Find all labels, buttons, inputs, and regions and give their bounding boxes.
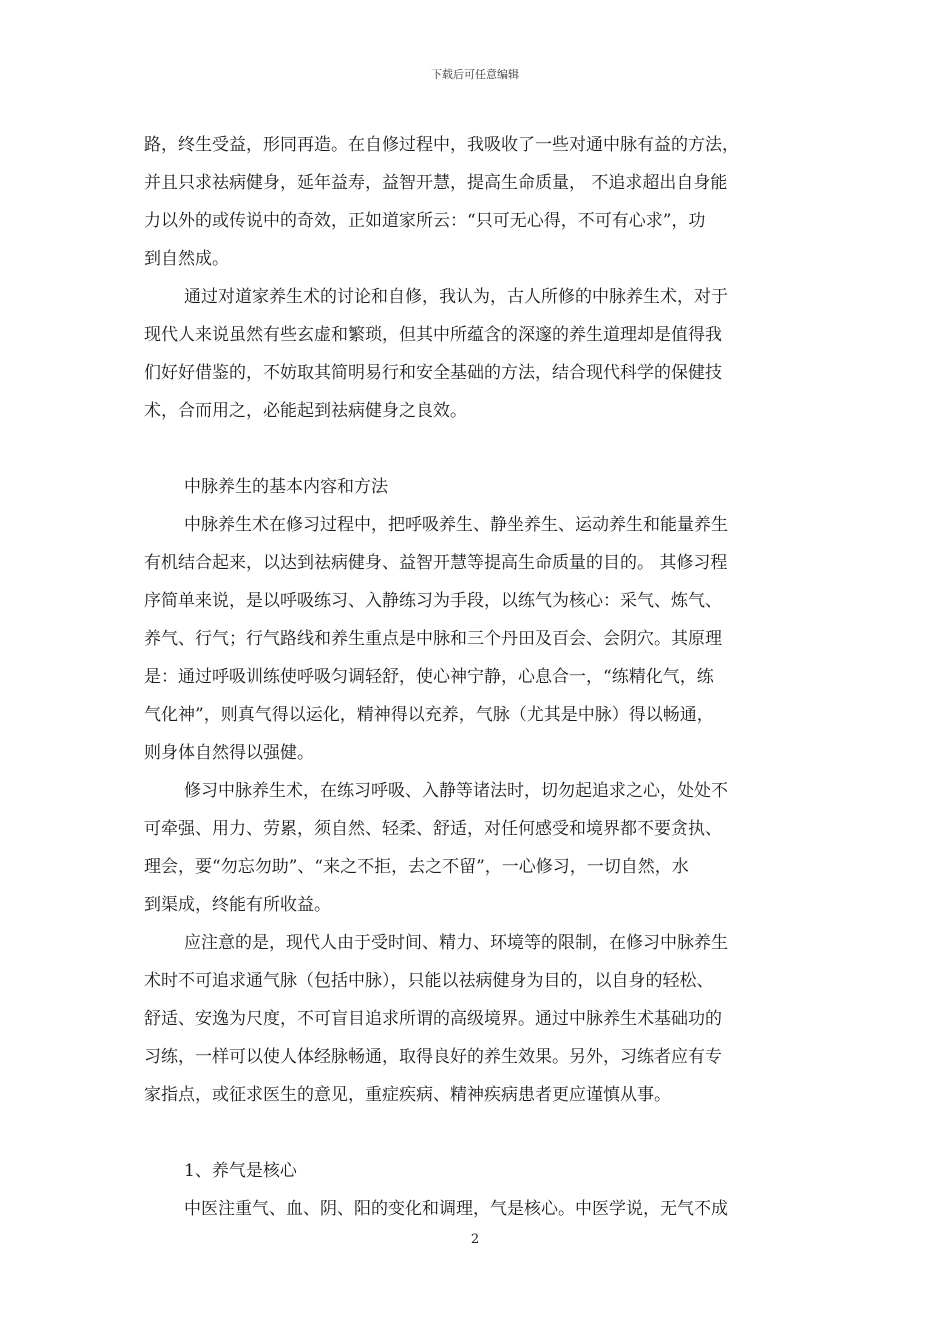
- body-text-line: 是：通过呼吸训练使呼吸匀调轻舒，使心神宁静，心息合一，“练精化气，练: [144, 667, 714, 687]
- body-text-line: 有机结合起来，以达到祛病健身、益智开慧等提高生命质量的目的。 其修习程: [144, 553, 728, 573]
- body-text-line: 们好好借鉴的，不妨取其简明易行和安全基础的方法，结合现代科学的保健技: [144, 363, 722, 383]
- body-text-line: 气化神”，则真气得以运化，精神得以充养，气脉（尤其是中脉）得以畅通，: [144, 705, 714, 725]
- body-text-line: 养气、行气；行气路线和养生重点是中脉和三个丹田及百会、会阴穴。其原理: [144, 629, 722, 649]
- body-text-line: 术时不可追求通气脉（包括中脉），只能以祛病健身为目的，以自身的轻松、: [144, 971, 714, 991]
- body-text-line: 家指点，或征求医生的意见，重症疾病、精神疾病患者更应谨慎从事。: [144, 1085, 671, 1105]
- body-text-line: 并且只求祛病健身，延年益寿，益智开慧，提高生命质量， 不追求超出自身能: [144, 173, 728, 193]
- body-text-line: 力以外的或传说中的奇效，正如道家所云：“只可无心得，不可有心求”，功: [144, 211, 706, 231]
- body-text-line: 序简单来说，是以呼吸练习、入静练习为手段，以练气为核心：采气、炼气、: [144, 591, 722, 611]
- paragraph-spacer: [144, 430, 814, 468]
- body-text-line: 舒适、安逸为尺度，不可盲目追求所谓的高级境界。通过中脉养生术基础功的: [144, 1009, 722, 1029]
- body-text-line: 则身体自然得以强健。: [144, 743, 314, 763]
- body-text-line: 到自然成。: [144, 249, 229, 269]
- paragraph-spacer: [144, 1114, 814, 1152]
- body-text-line: 通过对道家养生术的讨论和自修，我认为，古人所修的中脉养生术，对于: [184, 287, 728, 307]
- body-text-line: 可牵强、用力、劳累，须自然、轻柔、舒适，对任何感受和境界都不要贪执、: [144, 819, 722, 839]
- body-text-line: 习练，一样可以使人体经脉畅通，取得良好的养生效果。另外，习练者应有专: [144, 1047, 722, 1067]
- body-text-line: 中医注重气、血、阴、阳的变化和调理，气是核心。中医学说，无气不成: [184, 1199, 728, 1219]
- body-text-line: 到渠成，终能有所收益。: [144, 895, 331, 915]
- page-header: 下载后可任意编辑: [431, 68, 519, 81]
- section-heading: 中脉养生的基本内容和方法: [184, 477, 388, 497]
- page-number: 2: [470, 1232, 480, 1247]
- body-text-line: 中脉养生术在修习过程中，把呼吸养生、静坐养生、运动养生和能量养生: [184, 515, 728, 535]
- body-text-line: 现代人来说虽然有些玄虚和繁琐，但其中所蕴含的深邃的养生道理却是值得我: [144, 325, 722, 345]
- body-text-line: 应注意的是，现代人由于受时间、精力、环境等的限制，在修习中脉养生: [184, 933, 728, 953]
- body-text-line: 修习中脉养生术，在练习呼吸、入静等诸法时，切勿起追求之心，处处不: [184, 781, 728, 801]
- numbered-heading: 1、养气是核心: [184, 1161, 297, 1181]
- document-body: [144, 126, 814, 1228]
- body-text-line: 理会，要“勿忘勿助”、“来之不拒，去之不留”，一心修习，一切自然，水: [144, 857, 689, 877]
- body-text-line: 术，合而用之，必能起到祛病健身之良效。: [144, 401, 467, 421]
- body-text-line: 路，终生受益，形同再造。在自修过程中，我吸收了一些对通中脉有益的方法，: [144, 135, 739, 155]
